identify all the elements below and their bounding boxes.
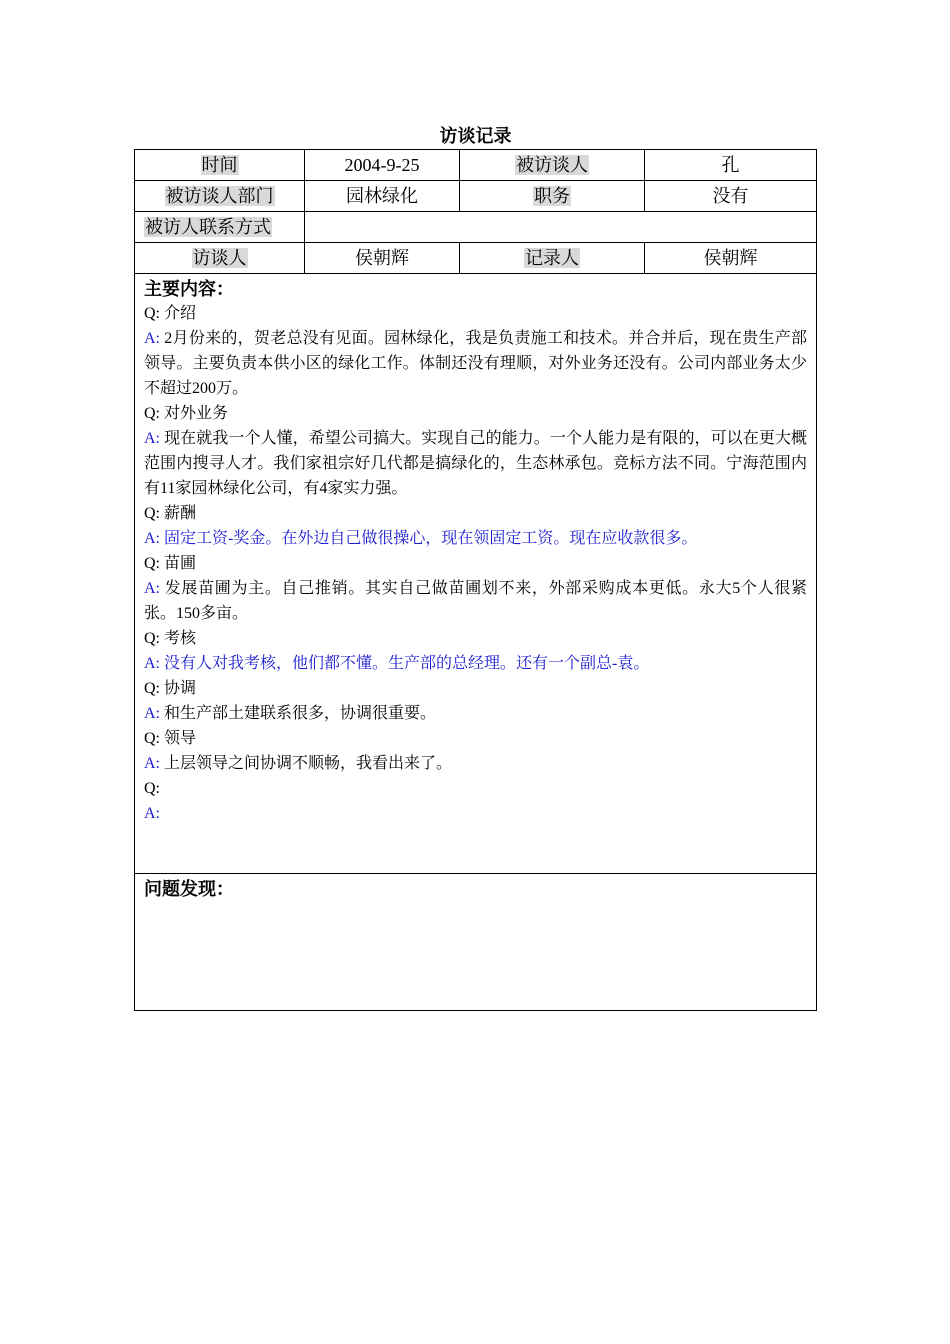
- answer-line: [144, 701, 807, 726]
- position-label-cell: [460, 181, 645, 212]
- contact-value: [305, 212, 817, 243]
- department-label-cell: [135, 181, 305, 212]
- interviewee-label: 被访谈人: [516, 155, 588, 175]
- interview-record-table: [134, 149, 817, 1011]
- position-label: 职务: [534, 186, 570, 206]
- interviewer-label: 访谈人: [192, 248, 247, 268]
- row-contact: [135, 212, 817, 243]
- recorder-label-cell: [460, 243, 645, 274]
- answer-text: 固定工资-奖金。在外边自己做很操心，现在领固定工资。现在应收款很多。: [160, 530, 698, 547]
- department-label: 被访谈人部门: [165, 186, 274, 206]
- main-content-cell: [135, 274, 817, 874]
- answer-prefix: A:: [144, 655, 160, 672]
- main-content-heading: 主要内容：: [144, 279, 234, 299]
- row-main-content: [135, 274, 817, 874]
- answer-line: [144, 751, 807, 776]
- position-value: 没有: [645, 181, 817, 212]
- answer-text: 和生产部土建联系很多，协调很重要。: [160, 705, 437, 722]
- row-findings: [135, 874, 817, 1011]
- question-line: Q: 协调: [144, 680, 197, 697]
- interviewer-label-cell: [135, 243, 305, 274]
- question-line: Q:: [144, 780, 160, 797]
- question-line: Q: 介绍: [144, 305, 197, 322]
- answer-prefix: A:: [144, 530, 160, 547]
- question-line: Q: 考核: [144, 630, 197, 647]
- question-line: Q: 苗圃: [144, 555, 197, 572]
- recorder-label: 记录人: [525, 248, 579, 268]
- time-label-cell: [135, 150, 305, 181]
- answer-prefix: A:: [144, 330, 160, 347]
- answer-prefix: A:: [144, 705, 160, 722]
- interviewer-value: 侯朝辉: [305, 243, 460, 274]
- department-value: 园林绿化: [305, 181, 460, 212]
- answer-text: 现在就我一个人懂，希望公司搞大。实现自己的能力。一个人能力是有限的，可以在更大概范围内搜寻人才。我们家祖宗好几代都是搞绿化的，生态林承包。竞标方法不同。宁海范围内有11家园林绿化公司，有4家实力强。: [144, 430, 807, 497]
- recorder-value: 侯朝辉: [645, 243, 817, 274]
- findings-heading: 问题发现：: [144, 879, 234, 899]
- answer-line: [144, 651, 807, 676]
- row-interviewer: [135, 243, 817, 274]
- row-time: [135, 150, 817, 181]
- time-label: 时间: [201, 155, 238, 175]
- qa-list: [144, 301, 807, 826]
- question-line: Q: 对外业务: [144, 405, 229, 422]
- question-line: Q: 薪酬: [144, 505, 197, 522]
- answer-text: 2月份来的，贺老总没有见面。园林绿化，我是负责施工和技术。并合并后，现在贵生产部领导。主要负责本供小区的绿化工作。体制还没有理顺，对外业务还没有。公司内部业务太少不超过200万。: [144, 330, 807, 397]
- interviewee-value: 孔: [645, 150, 817, 181]
- answer-line: [144, 801, 807, 826]
- question-line: Q: 领导: [144, 730, 197, 747]
- answer-line: [144, 526, 807, 551]
- answer-line: [144, 576, 807, 626]
- answer-line: [144, 426, 807, 501]
- document-title: 访谈记录: [439, 126, 512, 146]
- interviewee-label-cell: [460, 150, 645, 181]
- row-department: [135, 181, 817, 212]
- answer-prefix: A:: [144, 430, 160, 447]
- answer-text: 上层领导之间协调不顺畅，我看出来了。: [160, 755, 453, 772]
- answer-prefix: A:: [144, 580, 160, 597]
- contact-label: 被访人联系方式: [145, 217, 271, 237]
- answer-prefix: A:: [144, 805, 160, 822]
- time-value: 2004-9-25: [305, 150, 460, 181]
- contact-label-cell: [135, 212, 305, 243]
- answer-line: [144, 326, 807, 401]
- answer-text: 没有人对我考核，他们都不懂。生产部的总经理。还有一个副总-袁。: [160, 655, 650, 672]
- answer-text: 发展苗圃为主。自己推销。其实自己做苗圃划不来，外部采购成本更低。永大5个人很紧张。150多亩。: [144, 580, 807, 622]
- findings-cell: [135, 874, 817, 1011]
- answer-prefix: A:: [144, 755, 160, 772]
